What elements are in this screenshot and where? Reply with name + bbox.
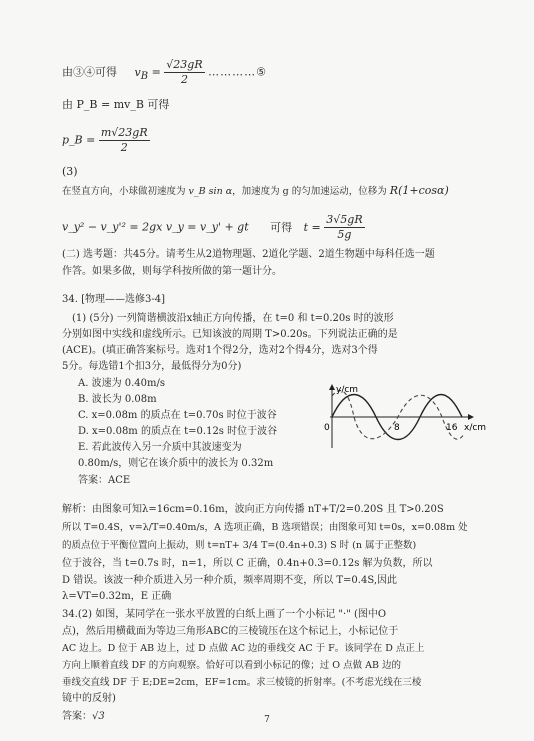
y-label: y/cm (336, 385, 359, 395)
option-e-cont: 0.80m/s，则它在该介质中的波长为 0.32m (78, 458, 274, 469)
text-line: (1) (5分) 一列简谐横波沿x轴正方向传播，在 t=0 和 t=0.20s 时的波形 (72, 313, 394, 324)
eq-line-1 (62, 58, 267, 87)
text-line: AC 边上。D 位于 AB 边上，过 D 点做 AC 边的垂线交 AC 于 F。该同学在 D 点正上 (62, 643, 425, 654)
eq-line-3: p_B = $\frac{m√23gR}{2}$ (62, 126, 148, 154)
page-number: 7 (264, 715, 270, 725)
fraction: $\frac{3√5gR}{5g}$ (326, 213, 363, 241)
eq-line-6: v_y² − v_y'² = 2gx v_y = v_y' + gt 可得 t = $\frac{3√5gR}{5g}$ (62, 213, 363, 241)
text-line: 点)，然后用横截面为等边三角形ABC的三棱镜压在这个标记上，小标记位于 (62, 626, 399, 637)
option-c: C. x=0.08m 的质点在 t=0.70s 时位于波谷 (78, 410, 277, 421)
text-line: 垂线交直线 DF 于 E;DE=2cm，EF=1cm。求三棱镜的折射率。(不考虑光线在三棱 (62, 677, 422, 688)
text-line: 34.(2) 如图，某同学在一张水平放置的白纸上画了一个小标记 "·" (图中O (62, 609, 387, 620)
answer-line: 答案：ACE (78, 475, 131, 486)
x-label: x/cm (464, 423, 487, 433)
text-line: 镜中的反射) (62, 693, 116, 704)
wave-graph (318, 382, 488, 452)
option-d: D. x=0.08m 的质点在 t=0.12s 时位于波谷 (78, 426, 278, 437)
text-segment: 由③④可得 (62, 65, 117, 79)
text-line: 的质点位于平衡位置向上振动，则 t=nT+ 3/4 T=(0.4n+0.3) S 时 (n 属于正整数) (62, 540, 417, 551)
text-line: D 错误。该波一种介质进入另一种介质，频率周期不变，所以 T=0.4S,因此 (62, 575, 397, 586)
text-line: 5分。每选错1个扣3分，最低得分为0分) (62, 361, 242, 372)
text-line: 作答。如果多做，则每学科按所做的第一题计分。 (62, 266, 282, 277)
var-sub: B (140, 70, 149, 82)
text-line: 位于波谷，当 t=0.7s 时，n=1，所以 C 正确，0.4n+0.3=0.12s 解为负数，所以 (62, 558, 433, 569)
option-e: E. 若此波传入另一介质中其波速变为 (78, 442, 242, 453)
tick-8: 8 (394, 423, 400, 433)
part-label: (3) (62, 165, 78, 178)
text-line: 分别如图中实线和虚线所示。已知该波的周期 T>0.20s。下列说法正确的是 (62, 329, 398, 340)
answer-line: 答案：√3 (62, 711, 105, 722)
equals: = (148, 65, 165, 79)
y-axis-arrow (329, 384, 335, 390)
eq-line-2: 由 P_B = mv_B 可得 (62, 98, 170, 111)
text-line: λ=VT=0.32m，E 正确 (62, 591, 172, 602)
text-line: 所以 T=0.4S，v=λ/T=0.40m/s，A 选项正确，B 选项错误；由图象可知 t=0s，x=0.08m 处 (62, 522, 468, 533)
text-line: 方向上顺着直线 DF 的方向观察。恰好可以看到小标记的像；过 O 点做 AB 边的 (62, 660, 401, 671)
fraction: $\frac{√23gR}{2}$ (166, 58, 203, 86)
eq-line-5: 在竖直方向，小球做初速度为 v_B sin α，加速度为 g 的匀加速运动，位移为 R(1+cosα) (62, 184, 449, 197)
equation-tag: …………⑤ (208, 65, 268, 79)
option-a: A. 波速为 0.40m/s (78, 378, 166, 389)
text-line: (二) 选考题：共45分。请考生从2道物理题、2道化学题、2道生物题中每科任选一题 (62, 249, 435, 260)
tick-16: 16 (446, 423, 458, 433)
var-v: v (134, 65, 141, 79)
text-line: 解析：由图象可知λ=16cm=0.16m，波向正方向传播 nT+T/2=0.20S 且 T>0.20S (62, 504, 444, 515)
origin-label: 0 (324, 423, 330, 433)
x-axis-arrow (468, 414, 474, 420)
text-line: (ACE)。(填正确答案标号。选对1个得2分，选对2个得4分，选对3个得 (62, 345, 378, 356)
fraction: $\frac{m√23gR}{2}$ (100, 126, 148, 154)
section-heading: 34. [物理——选修3-4] (62, 294, 165, 305)
option-b: B. 波长为 0.08m (78, 394, 157, 405)
